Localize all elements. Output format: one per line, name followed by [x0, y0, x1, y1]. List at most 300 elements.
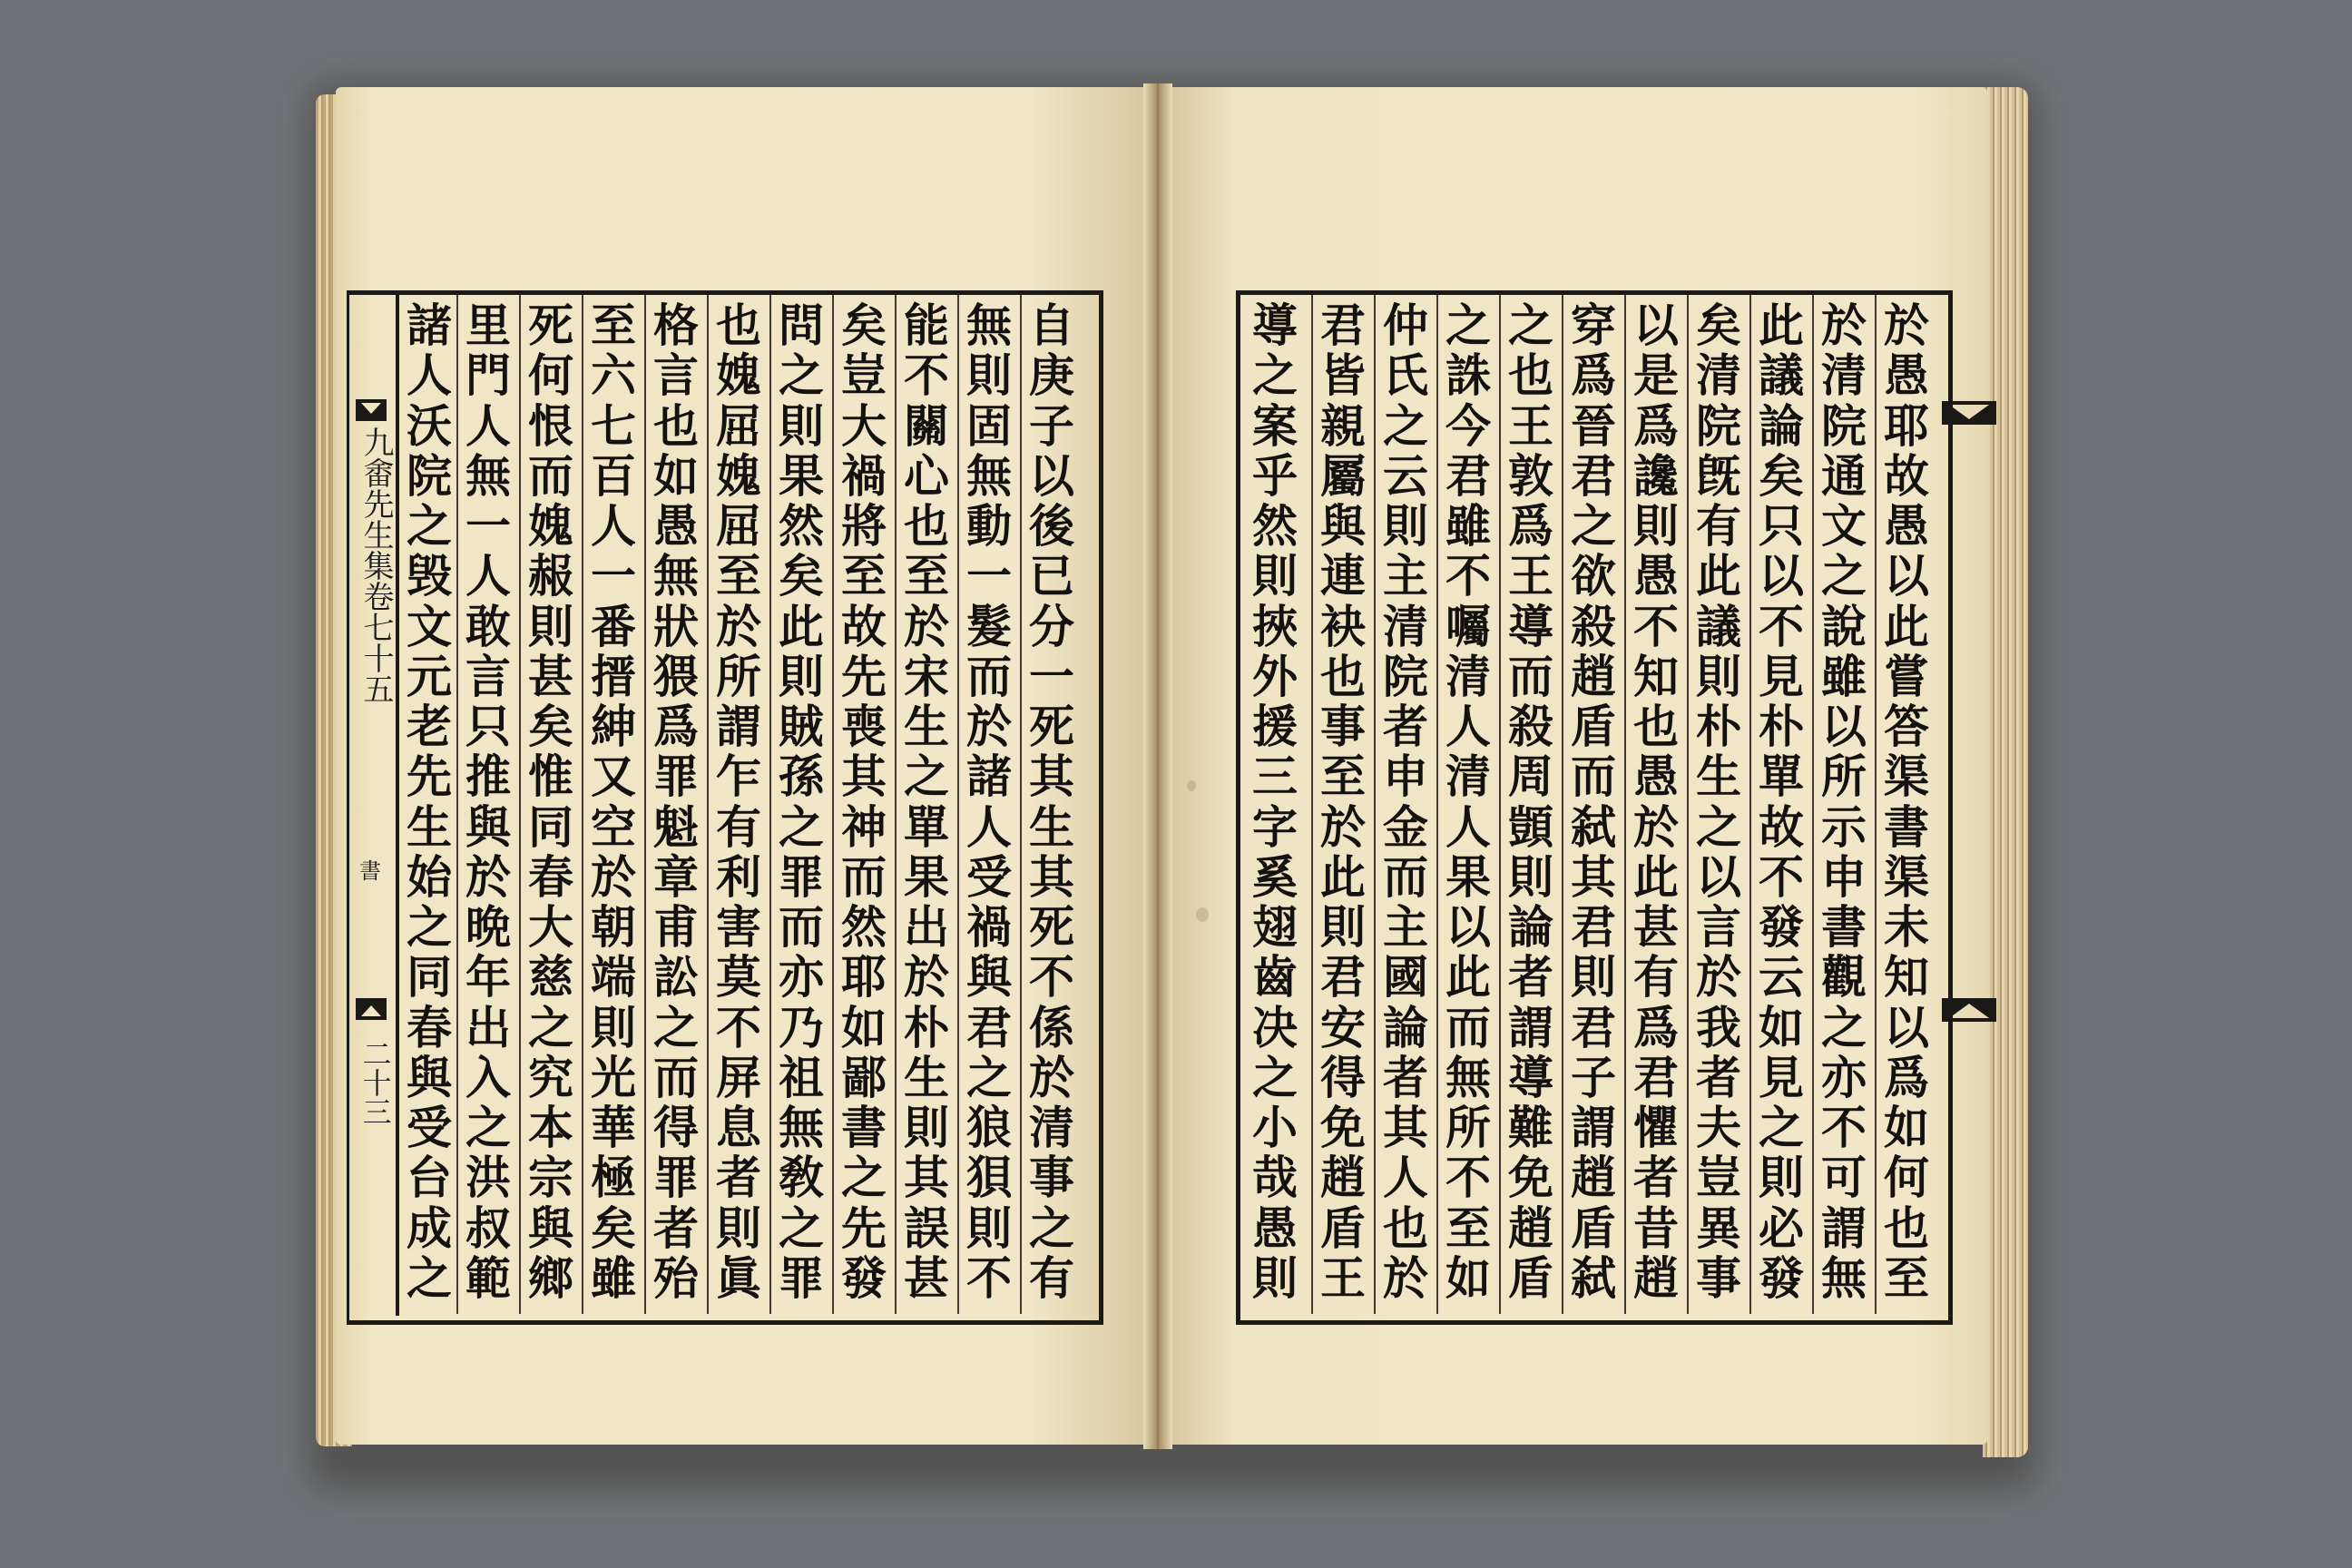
glyph: 說 — [1821, 599, 1867, 653]
column-rule — [1499, 294, 1501, 1314]
glyph: 仲 — [1383, 299, 1428, 352]
left-page-column — [963, 299, 1015, 1305]
glyph: 至 — [1884, 1250, 1929, 1305]
column-rule — [707, 294, 709, 1314]
glyph: 發 — [841, 1250, 887, 1305]
glyph: 生 — [1029, 799, 1074, 854]
glyph: 如 — [1759, 1000, 1804, 1054]
glyph: 清 — [1821, 348, 1867, 403]
book-gutter — [1143, 83, 1172, 1449]
glyph: 之 — [1252, 1050, 1298, 1104]
glyph: 如 — [1884, 1101, 1929, 1154]
glyph: 此 — [1320, 849, 1366, 904]
glyph: 故 — [1884, 448, 1929, 503]
glyph: 先 — [841, 1200, 887, 1255]
glyph: 如 — [653, 448, 699, 503]
glyph: 以 — [1696, 849, 1741, 904]
glyph: 云 — [1759, 950, 1804, 1004]
glyph: 則 — [904, 1101, 949, 1154]
glyph: 愚 — [653, 499, 699, 553]
glyph: 趙 — [1508, 1200, 1553, 1255]
column-rule — [644, 294, 646, 1314]
glyph: 朴 — [1759, 700, 1804, 753]
glyph: 欲 — [1571, 549, 1616, 603]
glyph: 之 — [779, 348, 824, 403]
glyph: 君 — [1320, 950, 1366, 1004]
glyph: 禍 — [841, 448, 887, 503]
glyph: 於 — [466, 849, 511, 904]
glyph: 誅 — [1446, 348, 1491, 403]
glyph: 老 — [407, 700, 452, 753]
glyph: 至 — [1446, 1200, 1491, 1255]
left-page-column — [1025, 299, 1078, 1305]
glyph: 君 — [1446, 448, 1491, 503]
glyph: 清 — [1446, 750, 1491, 804]
glyph: 問 — [779, 299, 824, 352]
glyph: 不 — [966, 1250, 1012, 1305]
glyph: 一 — [466, 499, 511, 553]
glyph: 也 — [1320, 649, 1366, 703]
glyph: 旣 — [1696, 448, 1741, 503]
glyph: 不 — [904, 348, 949, 403]
glyph: 門 — [466, 348, 511, 403]
left-page-column — [524, 299, 577, 1305]
glyph: 關 — [904, 398, 949, 453]
glyph: 之 — [1821, 549, 1867, 603]
glyph: 矣 — [841, 299, 887, 352]
left-page-column — [712, 299, 765, 1305]
glyph: 書 — [1821, 900, 1867, 954]
glyph: 死 — [528, 299, 573, 352]
glyph: 狽 — [966, 1151, 1012, 1205]
glyph: 人 — [466, 549, 511, 603]
glyph: 矣 — [528, 700, 573, 753]
glyph: 其 — [1571, 849, 1616, 904]
glyph: 則 — [591, 1000, 636, 1054]
glyph: 猥 — [653, 649, 699, 703]
glyph: 與 — [466, 799, 511, 854]
glyph: 無 — [1821, 1250, 1867, 1305]
glyph: 通 — [1821, 448, 1867, 503]
right-page-column — [1818, 299, 1870, 1305]
glyph: 異 — [1696, 1200, 1741, 1255]
glyph: 不 — [1446, 549, 1491, 603]
glyph: 此 — [1884, 599, 1929, 653]
glyph: 華 — [591, 1101, 636, 1154]
glyph: 得 — [653, 1101, 699, 1154]
glyph: 而 — [653, 1050, 699, 1104]
glyph: 之 — [1508, 299, 1553, 352]
glyph: 洪 — [466, 1151, 511, 1205]
glyph: 而 — [1446, 1000, 1491, 1054]
banxin-book-title — [358, 426, 395, 704]
glyph: 同 — [528, 799, 573, 854]
glyph: 安 — [1320, 1000, 1366, 1054]
glyph: 此 — [1633, 849, 1679, 904]
glyph: 罪 — [779, 1250, 824, 1305]
glyph: 成 — [407, 1200, 452, 1255]
glyph: 台 — [407, 1151, 452, 1205]
right-fish-tail-mark-bottom-icon — [1942, 996, 1996, 1024]
glyph: 渠 — [1884, 750, 1929, 804]
glyph: 一 — [591, 549, 636, 603]
glyph: 之 — [1759, 1101, 1804, 1154]
glyph: 受 — [966, 849, 1012, 904]
column-rule — [1374, 294, 1376, 1314]
glyph: 爲 — [653, 700, 699, 753]
glyph: 未 — [1884, 900, 1929, 954]
glyph: 翅 — [1252, 900, 1298, 954]
glyph: 人 — [1446, 799, 1491, 854]
glyph: 之 — [407, 1250, 452, 1305]
glyph: 固 — [966, 398, 1012, 453]
glyph: 害 — [716, 900, 761, 954]
glyph: 息 — [716, 1101, 761, 1154]
glyph: 先 — [407, 750, 452, 804]
glyph: 此 — [1446, 950, 1491, 1004]
glyph: 之 — [1252, 348, 1298, 403]
glyph: 於 — [904, 950, 949, 1004]
glyph: 院 — [1696, 398, 1741, 453]
glyph: 惟 — [528, 750, 573, 804]
right-page-column — [1880, 299, 1933, 1305]
glyph: 清 — [1029, 1101, 1074, 1154]
glyph: 爲 — [1571, 348, 1616, 403]
glyph: 於 — [1821, 299, 1867, 352]
right-page-column — [1692, 299, 1745, 1305]
glyph: 導 — [1508, 1050, 1553, 1104]
glyph: 論 — [1759, 398, 1804, 453]
glyph: 得 — [1320, 1050, 1366, 1104]
glyph: 也 — [1383, 1200, 1428, 1255]
glyph: 不 — [716, 1000, 761, 1054]
right-page-column — [1755, 299, 1808, 1305]
glyph: 字 — [1252, 799, 1298, 854]
glyph: 則 — [1320, 900, 1366, 954]
right-page-column — [1630, 299, 1682, 1305]
glyph: 言 — [466, 649, 511, 703]
glyph: 敦 — [1508, 448, 1553, 503]
ink-speck — [1187, 780, 1196, 791]
glyph: 趙 — [1571, 649, 1616, 703]
glyph: 有 — [1633, 950, 1679, 1004]
glyph: 小 — [1252, 1101, 1298, 1154]
glyph: 言 — [653, 348, 699, 403]
glyph: 而 — [1571, 750, 1616, 804]
glyph: 無 — [1446, 1050, 1491, 1104]
glyph: 此 — [1696, 549, 1741, 603]
glyph: 朴 — [1696, 700, 1741, 753]
glyph: 導 — [1252, 299, 1298, 352]
glyph: 里 — [466, 299, 511, 352]
glyph: 光 — [591, 1050, 636, 1104]
column-rule — [1562, 294, 1563, 1314]
glyph: 生 — [407, 799, 452, 854]
glyph: 案 — [1252, 398, 1298, 453]
glyph: 單 — [1759, 750, 1804, 804]
glyph: 嘗 — [1884, 649, 1929, 703]
glyph: 論 — [1508, 900, 1553, 954]
glyph: 究 — [528, 1050, 573, 1104]
glyph: 一 — [1029, 649, 1074, 703]
glyph: 至 — [716, 549, 761, 603]
glyph: 親 — [1320, 398, 1366, 453]
glyph: 挾 — [1252, 599, 1298, 653]
glyph: 申 — [1821, 849, 1867, 904]
glyph: 無 — [779, 1101, 824, 1154]
glyph: 而 — [1508, 649, 1553, 703]
glyph: 殺 — [1508, 700, 1553, 753]
glyph: 諸 — [407, 299, 452, 352]
column-rule — [957, 294, 959, 1314]
glyph: 分 — [1029, 599, 1074, 653]
glyph: 决 — [1252, 1000, 1298, 1054]
glyph: 如 — [1446, 1250, 1491, 1305]
glyph: 也 — [904, 499, 949, 553]
glyph: 於 — [591, 849, 636, 904]
glyph: 晉 — [1571, 398, 1616, 453]
glyph: 不 — [1446, 1151, 1491, 1205]
glyph: 則 — [966, 1200, 1012, 1255]
glyph: 屈 — [716, 398, 761, 453]
glyph: 其 — [841, 750, 887, 804]
glyph: 媿 — [716, 348, 761, 403]
glyph: 齒 — [1252, 950, 1298, 1004]
glyph: 六 — [591, 348, 636, 403]
glyph: 囑 — [1446, 599, 1491, 653]
glyph: 發 — [1759, 900, 1804, 954]
glyph: 赧 — [528, 549, 573, 603]
glyph: 自 — [1029, 299, 1074, 352]
column-rule — [832, 294, 834, 1314]
glyph: 罪 — [653, 750, 699, 804]
glyph: 而 — [528, 448, 573, 503]
glyph: 愚 — [1252, 1200, 1298, 1255]
glyph: 與 — [966, 950, 1012, 1004]
banxin-page-number — [358, 1039, 393, 1126]
right-page-column — [1567, 299, 1620, 1305]
glyph: 則 — [1252, 1250, 1298, 1305]
glyph: 乃 — [779, 1000, 824, 1054]
glyph: 則 — [779, 649, 824, 703]
glyph: 此 — [1759, 299, 1804, 352]
glyph: 袂 — [1320, 599, 1366, 653]
glyph: 與 — [528, 1200, 573, 1255]
glyph: 趙 — [1571, 1151, 1616, 1205]
glyph: 者 — [1508, 950, 1553, 1004]
glyph: 動 — [966, 499, 1012, 553]
glyph: 番 — [591, 599, 636, 653]
glyph: 毁 — [407, 549, 452, 603]
glyph: 導 — [1508, 599, 1553, 653]
glyph: 訟 — [653, 950, 699, 1004]
glyph: 爲 — [1633, 398, 1679, 453]
glyph: 係 — [1029, 1000, 1074, 1054]
glyph: 必 — [1759, 1200, 1804, 1255]
glyph: 觀 — [1821, 950, 1867, 1004]
glyph: 文 — [407, 599, 452, 653]
glyph: 生 — [904, 1050, 949, 1104]
column-rule — [1749, 294, 1751, 1314]
glyph: 之 — [966, 1050, 1012, 1104]
glyph: 書 — [841, 1101, 887, 1154]
glyph: 君 — [1571, 900, 1616, 954]
glyph: 恨 — [528, 398, 573, 453]
glyph: 君 — [1633, 1050, 1679, 1104]
glyph: 之 — [1821, 1000, 1867, 1054]
glyph: 盾 — [1508, 1250, 1553, 1305]
glyph: 院 — [407, 448, 452, 503]
glyph: 之 — [779, 799, 824, 854]
glyph: 則 — [1508, 849, 1553, 904]
glyph: 則 — [1696, 649, 1741, 703]
glyph: 有 — [1029, 1250, 1074, 1305]
glyph: 矣 — [1696, 299, 1741, 352]
glyph: 答 — [1884, 700, 1929, 753]
glyph: 紳 — [591, 700, 636, 753]
glyph: 議 — [1696, 599, 1741, 653]
right-page-column — [1504, 299, 1557, 1305]
glyph: 之 — [466, 1101, 511, 1154]
glyph: 者 — [1383, 700, 1428, 753]
glyph: 之 — [1029, 1200, 1074, 1255]
glyph: 清 — [1383, 599, 1428, 653]
glyph: 章 — [653, 849, 699, 904]
glyph: 免 — [1320, 1101, 1366, 1154]
glyph: 則 — [966, 348, 1012, 403]
glyph: 耶 — [841, 950, 887, 1004]
glyph: 媿 — [716, 448, 761, 503]
glyph: 春 — [407, 1000, 452, 1054]
glyph: 搢 — [591, 649, 636, 703]
glyph: 也 — [1884, 1200, 1929, 1255]
glyph: 難 — [1508, 1101, 1553, 1154]
glyph: 空 — [591, 799, 636, 854]
glyph: 諸 — [966, 750, 1012, 804]
left-page-column — [650, 299, 702, 1305]
glyph: 是 — [1633, 348, 1679, 403]
glyph: 始 — [407, 849, 452, 904]
glyph: 渠 — [1884, 849, 1929, 904]
glyph: 者 — [653, 1200, 699, 1255]
glyph: 則 — [1252, 549, 1298, 603]
glyph: 死 — [1029, 900, 1074, 954]
glyph: 院 — [1383, 649, 1428, 703]
glyph: 後 — [1029, 499, 1074, 553]
glyph: 則 — [1571, 950, 1616, 1004]
glyph: 其 — [1029, 849, 1074, 904]
glyph: 然 — [841, 900, 887, 954]
glyph: 無 — [653, 549, 699, 603]
glyph: 雖 — [1446, 499, 1491, 553]
glyph: 敎 — [779, 1151, 824, 1205]
glyph: 爲 — [1633, 1000, 1679, 1054]
glyph: 而 — [841, 849, 887, 904]
glyph: 人 — [1383, 1151, 1428, 1205]
glyph: 甚 — [528, 649, 573, 703]
glyph: 已 — [1029, 549, 1074, 603]
glyph: 故 — [841, 599, 887, 653]
glyph: 不 — [1759, 599, 1804, 653]
glyph: 則 — [1383, 499, 1428, 553]
glyph: 單 — [904, 799, 949, 854]
glyph: 而 — [1383, 849, 1428, 904]
glyph: 謂 — [716, 700, 761, 753]
glyph: 則 — [716, 1200, 761, 1255]
glyph: 愚 — [1884, 499, 1929, 553]
left-page-column — [462, 299, 514, 1305]
glyph: 範 — [466, 1250, 511, 1305]
glyph: 敢 — [466, 599, 511, 653]
glyph: 誤 — [904, 1200, 949, 1255]
glyph: 孫 — [779, 750, 824, 804]
glyph: 所 — [1821, 750, 1867, 804]
glyph: 極 — [591, 1151, 636, 1205]
glyph: 讒 — [1633, 448, 1679, 503]
glyph: 哉 — [1252, 1151, 1298, 1205]
ink-speck — [1196, 907, 1209, 922]
glyph: 利 — [716, 849, 761, 904]
glyph: 朴 — [904, 1000, 949, 1054]
glyph: 然 — [1252, 499, 1298, 553]
glyph: 而 — [779, 900, 824, 954]
glyph: 之 — [407, 499, 452, 553]
glyph: 矣 — [1759, 448, 1804, 503]
glyph: 見 — [1759, 649, 1804, 703]
glyph: 之 — [779, 1200, 824, 1255]
glyph: 至 — [591, 299, 636, 352]
glyph: 髮 — [966, 599, 1012, 653]
left-page-column — [900, 299, 953, 1305]
glyph: 連 — [1320, 549, 1366, 603]
glyph: 於 — [1696, 950, 1741, 1004]
glyph: 之 — [1446, 299, 1491, 352]
glyph: 之 — [1383, 398, 1428, 453]
glyph: 以 — [1884, 1000, 1929, 1054]
column-rule — [456, 294, 458, 1314]
glyph: 心 — [904, 448, 949, 503]
glyph: 有 — [1696, 499, 1741, 553]
glyph: 入 — [466, 1050, 511, 1104]
glyph: 出 — [904, 900, 949, 954]
glyph: 狼 — [966, 1101, 1012, 1154]
glyph: 魁 — [653, 799, 699, 854]
glyph: 宗 — [528, 1151, 573, 1205]
glyph: 以 — [1029, 448, 1074, 503]
column-rule — [1875, 294, 1877, 1314]
glyph: 可 — [1821, 1151, 1867, 1205]
glyph: 謂 — [1571, 1101, 1616, 1154]
glyph: 弑 — [1571, 1250, 1616, 1305]
column-rule — [519, 294, 521, 1314]
glyph: 以 — [1821, 700, 1867, 753]
glyph: 三 — [1252, 750, 1298, 804]
left-page-column — [587, 299, 640, 1305]
glyph: 宋 — [904, 649, 949, 703]
glyph: 顗 — [1508, 799, 1553, 854]
right-page-column — [1442, 299, 1494, 1305]
column-rule — [1687, 294, 1689, 1314]
glyph: 百 — [591, 448, 636, 503]
glyph: 事 — [1029, 1151, 1074, 1205]
glyph: 有 — [716, 799, 761, 854]
glyph: 君 — [1320, 299, 1366, 352]
glyph: 穿 — [1571, 299, 1616, 352]
glyph: 豈 — [841, 348, 887, 403]
glyph: 雖 — [591, 1250, 636, 1305]
glyph: 申 — [1383, 750, 1428, 804]
glyph: 屈 — [716, 499, 761, 553]
